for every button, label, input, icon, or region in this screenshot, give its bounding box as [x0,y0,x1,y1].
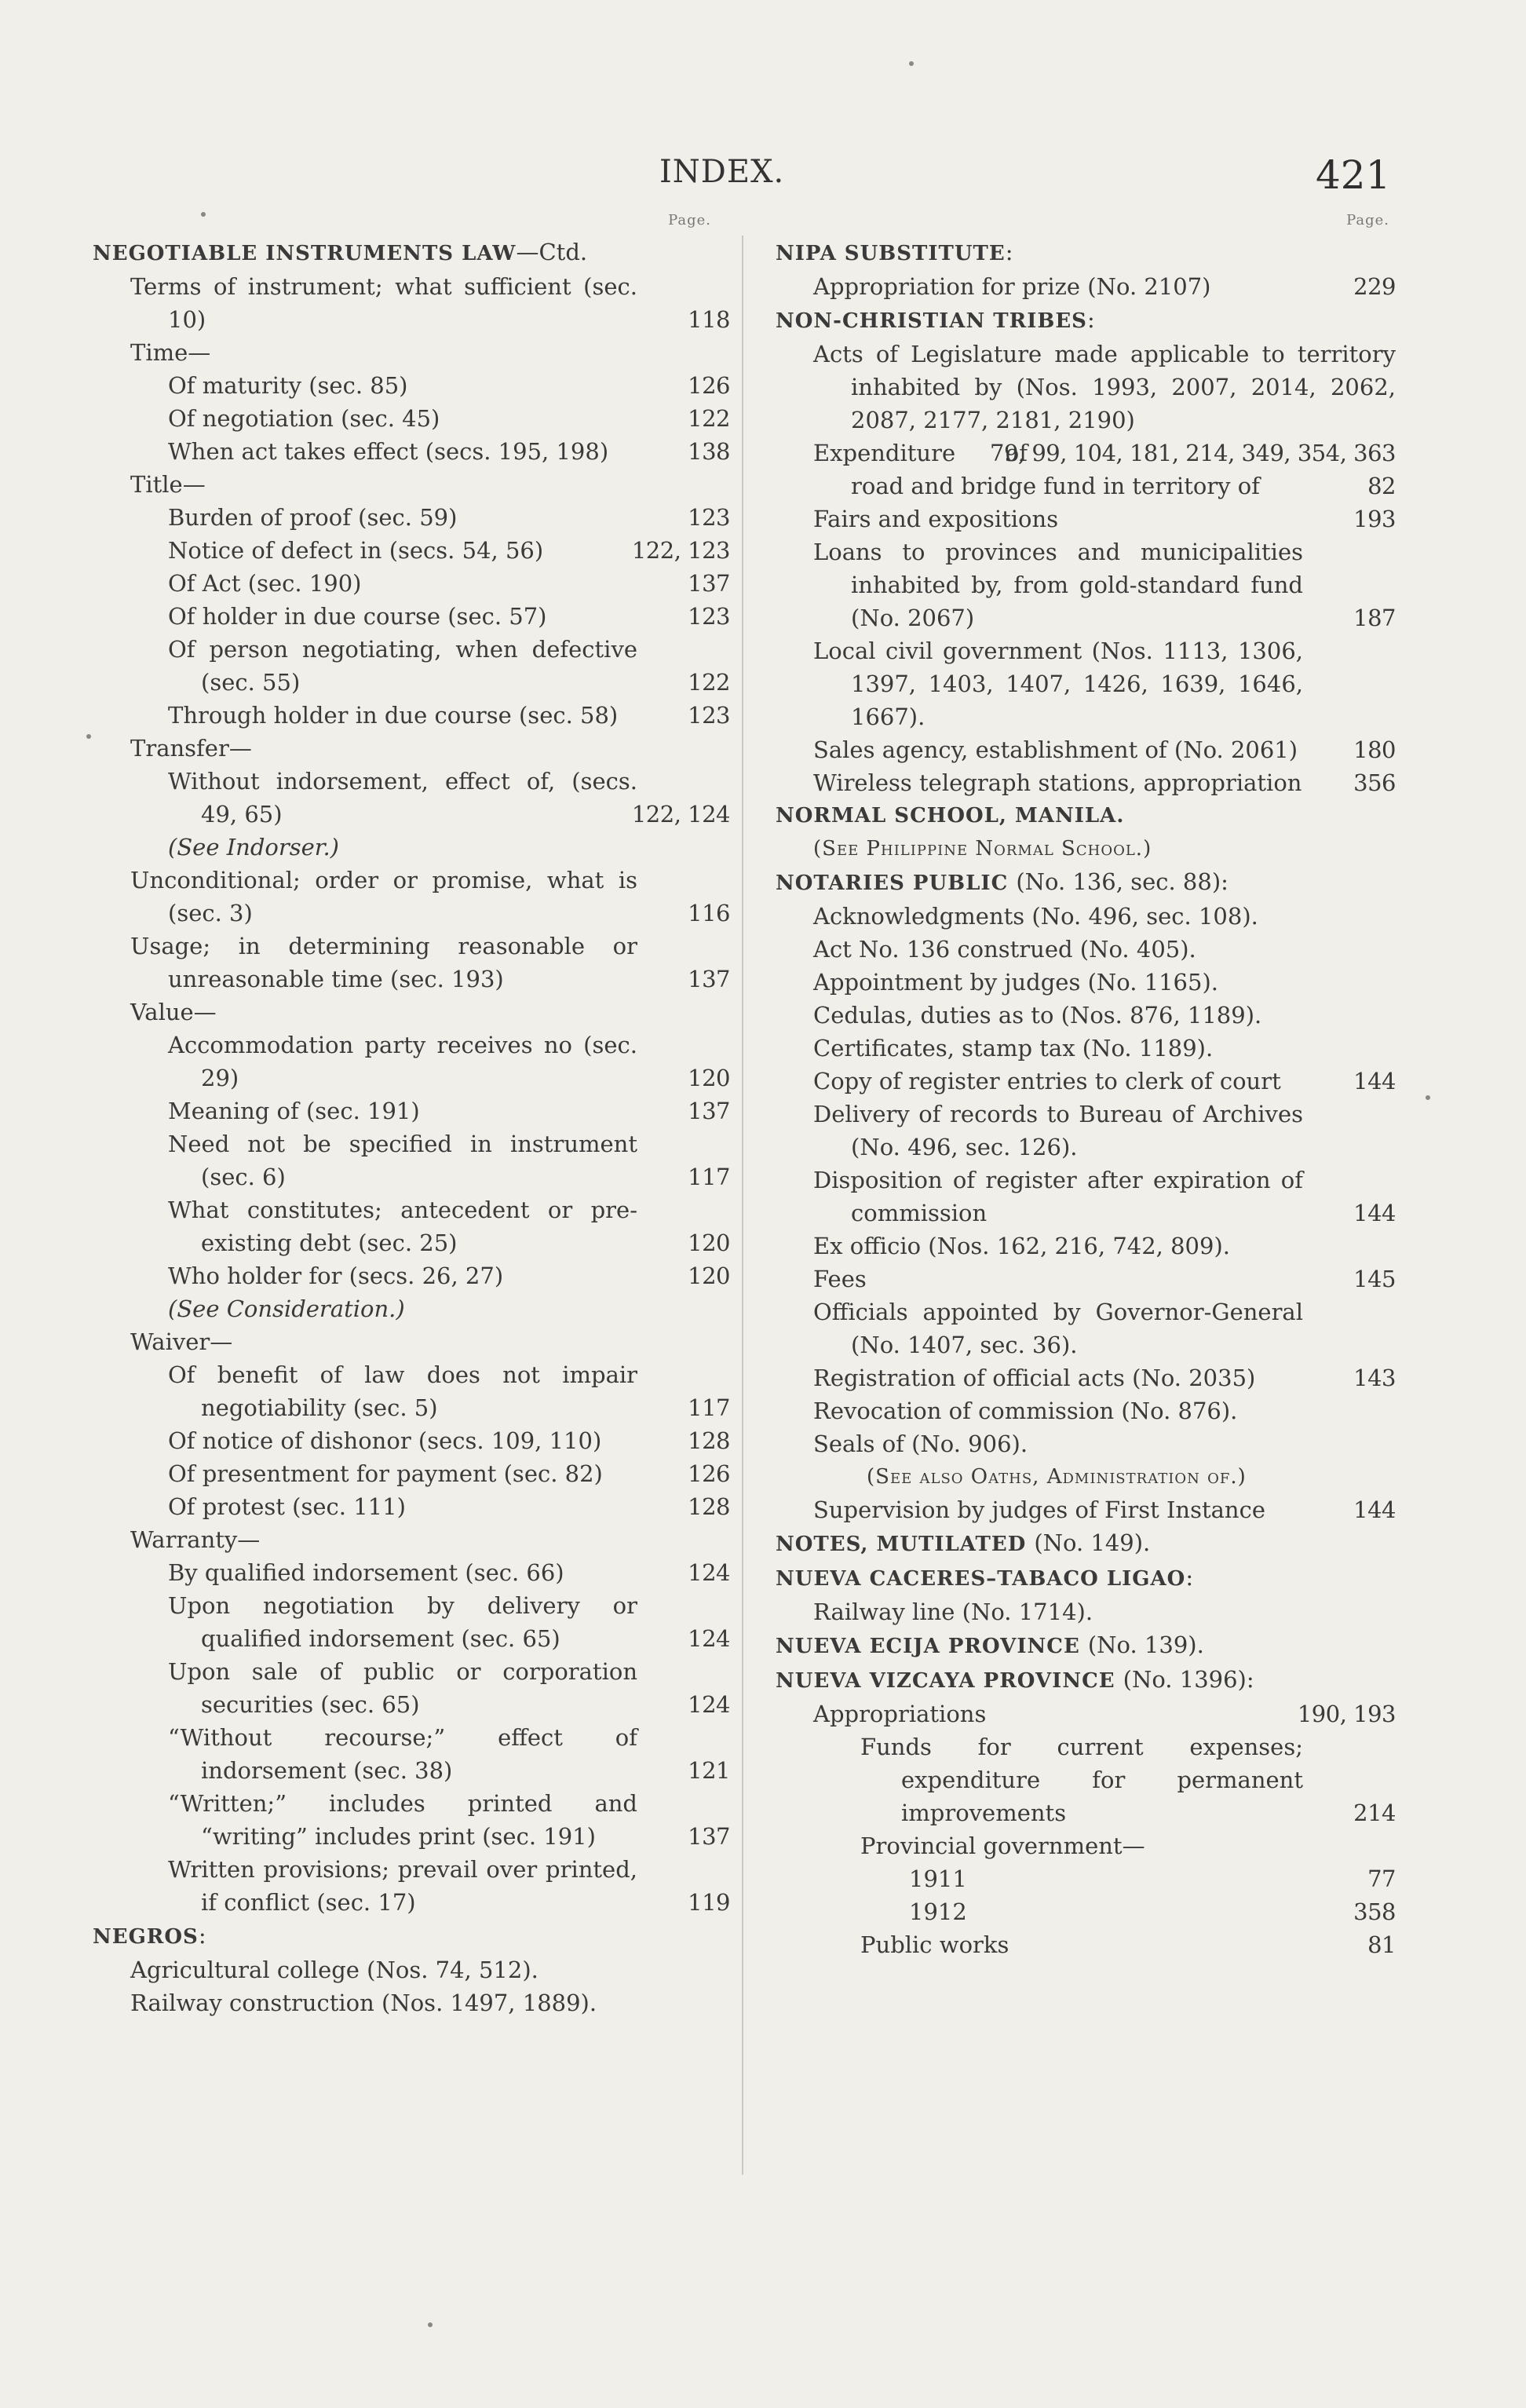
scan-speck [86,734,91,739]
headword-nueva-ecija: NUEVA ECIJA PROVINCE (No. 139). [776,1632,1204,1658]
index-entry: Local civil government (Nos. 1113, 1306, 1397, 1403, 1407, 1426, 1639, 1646, 1667). [813,638,1303,730]
see-reference: (See Consideration.) [168,1295,405,1322]
scan-speck [201,212,206,217]
index-entry: Acknowledgments (No. 496, sec. 108). [813,903,1258,930]
headword-nueva-caceres: NUEVA CACERES–TABACO LIGAO: [776,1564,1194,1591]
index-entry: Of Act (sec. 190) 137 [168,570,730,597]
index-entry: Fees 145 [813,1266,1396,1292]
index-entry: Sales agency, establishment of (No. 2061) 180 [813,736,1396,763]
index-entry: Fairs and expositions 193 [813,506,1396,532]
index-entry: Accommodation party receives no (sec. 29) 120 [168,1032,730,1091]
index-entry: Of maturity (sec. 85) 126 [168,372,730,399]
index-entry: What constitutes; antecedent or pre-existing debt (sec. 25) 120 [168,1197,730,1256]
index-entry: Disposition of register after expiration of commission 144 [813,1167,1396,1226]
index-entry: Acts of Legislature made applicable to territory inhabited by (Nos. 1993, 2007, 2014, 2062, 2087, 2177, 2181, 2190) 79, 99, 104, 181, 214, 349, 354, 363 [813,341,1396,466]
index-entry: Of holder in due course (sec. 57) 123 [168,603,730,630]
index-entry: Revocation of commission (No. 876). [813,1398,1238,1424]
column-head-page: Page. [1346,212,1389,228]
headword-negotiable-instruments: NEGOTIABLE INSTRUMENTS LAW—Ctd. [93,239,588,265]
index-entry: Of person negotiating, when defective (sec. 55) 122 [168,636,730,696]
index-entry: Appropriation for prize (No. 2107) 229 [813,273,1396,300]
right-column [776,212,1396,1961]
index-entry: Public works 81 [860,1931,1396,1958]
index-entry: “Written;” includes printed and “writing” includes print (sec. 191) 137 [168,1790,730,1850]
index-subheading: Waiver— [130,1328,233,1355]
running-head-title: INDEX. [659,154,785,190]
index-entry: Registration of official acts (No. 2035) 143 [813,1365,1396,1391]
index-entry: Usage; in determining reasonable or unreasonable time (sec. 193) 137 [130,933,730,992]
index-entry: Ex officio (Nos. 162, 216, 742, 809). [813,1233,1230,1259]
page-number: 421 [1316,152,1391,198]
index-entry: Without indorsement, effect of, (secs. 49, 65) 122, 124 [168,768,730,828]
index-entry: Of notice of dishonor (secs. 109, 110) 128 [168,1427,730,1454]
index-entry: Of protest (sec. 111) 128 [168,1493,730,1520]
index-entry: Railway line (No. 1714). [813,1599,1093,1625]
index-entry: Upon sale of public or corporation securities (sec. 65) 124 [168,1658,730,1718]
see-reference: (See also Oaths, Administration of.) [867,1465,1247,1489]
index-subheading: Provincial government— [860,1832,1145,1859]
index-entry: When act takes effect (secs. 195, 198) 138 [168,438,730,465]
column-divider [742,236,743,2175]
index-entry: Railway construction (Nos. 1497, 1889). [130,1990,597,2016]
index-subheading: Time— [130,339,211,366]
index-entry: Certificates, stamp tax (No. 1189). [813,1035,1214,1061]
headword-notaries-public: NOTARIES PUBLIC (No. 136, sec. 88): [776,868,1228,895]
index-entry: Of presentment for payment (sec. 82) 126 [168,1460,730,1487]
scan-speck [428,2322,433,2327]
index-subheading: Value— [130,999,217,1025]
index-subheading: Transfer— [130,735,252,762]
headword-normal-school: NORMAL SCHOOL, MANILA. [776,804,1125,828]
index-entry: Supervision by judges of First Instance 144 [813,1496,1396,1523]
index-subheading: Title— [130,471,206,498]
index-entry: Copy of register entries to clerk of court 144 [813,1068,1396,1094]
index-entry: Through holder in due course (sec. 58) 123 [168,702,730,729]
index-entry: Need not be specified in instrument (sec. 6) 117 [168,1131,730,1190]
index-entry: Of benefit of law does not impair negotiability (sec. 5) 117 [168,1361,730,1421]
index-entry: Burden of proof (sec. 59) 123 [168,504,730,531]
index-entry: Terms of instrument; what sufficient (sec. 10) 118 [130,273,730,333]
headword-negros: NEGROS: [93,1922,206,1949]
index-entry: 1912 358 [909,1898,1396,1925]
headword-notes-mutilated: NOTES, MUTILATED (No. 149). [776,1529,1151,1556]
scan-speck [1426,1095,1430,1100]
index-entry: Funds for current expenses; expenditure for permanent improvements 214 [860,1734,1396,1826]
see-reference: (See Indorser.) [168,834,339,861]
index-entry: Who holder for (secs. 26, 27) 120 [168,1262,730,1289]
headword-nipa-substitute: NIPA SUBSTITUTE: [776,239,1013,265]
index-entry: Written provisions; prevail over printed, if conflict (sec. 17) 119 [168,1856,730,1916]
index-entry: Appropriations 190, 193 [813,1701,1396,1727]
index-entry: Officials appointed by Governor-General (No. 1407, sec. 36). [813,1299,1303,1358]
index-entry: “Without recourse;” effect of indorsement (sec. 38) 121 [168,1724,730,1784]
index-entry: 1911 77 [909,1865,1396,1892]
index-entry: Act No. 136 construed (No. 405). [813,936,1196,963]
index-entry: Upon negotiation by delivery or qualified indorsement (sec. 65) 124 [168,1592,730,1652]
index-entry: Appointment by judges (No. 1165). [813,969,1218,996]
headword-nueva-vizcaya: NUEVA VIZCAYA PROVINCE (No. 1396): [776,1666,1254,1693]
index-entry: Wireless telegraph stations, appropriation 356 [813,769,1396,796]
index-entry: Unconditional; order or promise, what is (sec. 3) 116 [130,867,730,926]
index-entry: Cedulas, duties as to (Nos. 876, 1189). [813,1002,1262,1029]
scan-speck [909,61,914,66]
index-entry: Expenditure of road and bridge fund in territory of 82 [813,440,1396,499]
left-column [93,212,730,2019]
index-subheading: Warranty— [130,1526,261,1553]
see-reference: (See Philippine Normal School.) [813,837,1152,861]
index-entry: Loans to provinces and municipalities inhabited by, from gold-standard fund (No. 2067) 187 [813,539,1396,631]
index-entry: Seals of (No. 906). [813,1431,1028,1457]
index-entry: Meaning of (sec. 191) 137 [168,1098,730,1124]
headword-non-christian-tribes: NON-CHRISTIAN TRIBES: [776,306,1095,333]
index-entry: Agricultural college (Nos. 74, 512). [130,1957,538,1983]
index-entry: Of negotiation (sec. 45) 122 [168,405,730,432]
index-entry: Delivery of records to Bureau of Archives (No. 496, sec. 126). [813,1101,1303,1160]
index-entry: Notice of defect in (secs. 54, 56) 122, 123 [168,537,730,564]
index-entry: By qualified indorsement (sec. 66) 124 [168,1559,730,1586]
column-head-page: Page. [668,212,711,228]
